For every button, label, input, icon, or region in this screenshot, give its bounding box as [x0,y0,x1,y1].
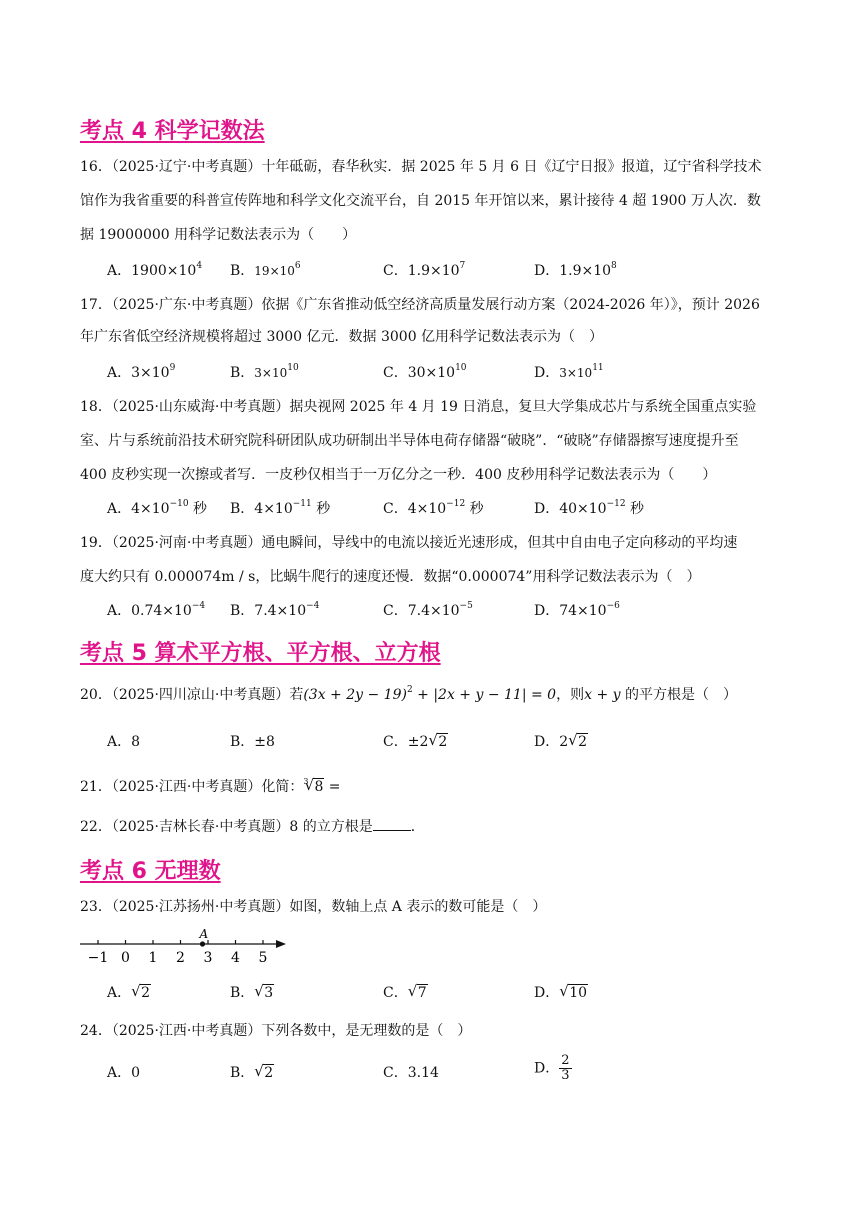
option-base: 3×10 [559,366,593,380]
q18-option-b[interactable] [230,500,330,518]
option-exponent: −12 [606,499,626,509]
q21-text: 21．（2025·江西·中考真题）化简： [80,779,304,795]
q17-line-2: 年广东省低空经济规模将超过 3000 亿元．数据 3000 亿用科学记数法表示为（ ） [80,329,604,345]
answer-blank[interactable] [373,818,411,831]
q20-option-c[interactable] [383,733,448,751]
option-label: C． [383,603,408,619]
q22-stem [80,818,425,836]
option-label: D． [534,1060,560,1077]
option-exponent: 10 [287,363,299,373]
option-exponent: −5 [459,601,473,611]
q20-option-b[interactable] [230,733,275,751]
option-base: 4×10 [407,501,447,517]
point-a-label: A [199,928,209,941]
option-label: A． [107,365,132,381]
option-label: A． [107,985,132,1001]
section-heading-5: 考点 5 算术平方根、平方根、立方根 [80,641,441,666]
q16-line-1: 16．（2025·辽宁·中考真题）十年砥砺，春华秋实．据 2025 年 5 月 6 日《辽宁日报》报道，辽宁省科学技术 [80,159,762,175]
option-value: 8 [131,734,141,750]
q20-var: x + y [584,687,621,703]
q16-option-d[interactable] [534,262,617,280]
q22-tail: ． [410,819,425,835]
sqrt-symbol [254,1064,274,1082]
number-line-tick-label: 1 [148,950,158,966]
option-base: 30×10 [407,365,456,381]
option-exponent: 8 [611,261,617,271]
option-label: B． [230,734,255,750]
option-base: 3×10 [254,366,288,380]
number-line-tick-label: 5 [258,950,268,966]
option-label: C． [383,365,408,381]
option-exponent: 11 [592,363,604,373]
q17-option-b[interactable] [230,364,299,382]
number-line-tick-label: 0 [121,950,130,966]
option-label: B． [230,263,255,279]
option-unit: 秒 [465,501,484,517]
q23-option-b[interactable] [230,984,274,1002]
option-base: 7.4×10 [254,603,307,619]
option-base: 1.9×10 [407,263,460,279]
q19-line-2: 度大约只有 0.000074m / s，比蜗牛爬行的速度还慢．数据“0.000074”用科学记数法表示为（ ） [80,569,701,585]
root-index: 3 [303,777,309,786]
fraction-denominator: 3 [561,1068,570,1083]
option-label: A． [107,734,132,750]
q16-option-c[interactable] [383,262,465,280]
radicand: 3 [264,985,274,1001]
option-exponent: 10 [455,363,467,373]
option-exponent: 7 [459,261,466,271]
radicand: 8 [314,779,324,795]
q20-mid: ，则 [556,687,585,703]
option-exponent: 9 [169,363,176,373]
radicand: 2 [264,1065,274,1081]
q23-option-d[interactable] [534,984,588,1002]
q16-line-2: 馆作为我省重要的科普宣传阵地和科学文化交流平台，自 2015 年开馆以来，累计接待 4 超 1900 万人次．数 [80,193,761,209]
q18-line-2: 室、片与系统前沿技术研究院科研团队成功研制出半导体电荷存储器“破晓”．“破晓”存储器擦写速度提升至 [80,433,739,449]
option-value: ±8 [254,734,275,750]
q16-option-b[interactable] [230,262,301,280]
option-label: B． [230,365,255,381]
q17-option-a[interactable] [107,364,175,382]
option-base: 0.74×10 [131,603,192,619]
q24-option-b[interactable] [230,1064,274,1082]
q19-option-a[interactable] [107,602,205,620]
option-label: A． [107,1065,132,1081]
option-base: 3×10 [131,365,170,381]
radicand: 10 [569,985,588,1001]
q23-stem: 23．（2025·江苏扬州·中考真题）如图，数轴上点 A 表示的数可能是（ ） [80,899,547,915]
sqrt-symbol [408,984,428,1002]
option-coefficient: 2 [559,734,569,750]
q18-option-a[interactable] [107,500,207,518]
option-label: B． [230,985,255,1001]
sqrt-symbol [254,984,274,1002]
option-label: A． [107,263,132,279]
radicand: 2 [578,734,588,750]
option-base: 40×10 [559,501,607,517]
number-line-tick-label: 2 [176,950,185,966]
option-coefficient: ±2 [407,734,429,750]
option-unit: 秒 [625,501,645,517]
option-base: 19×10 [254,264,295,278]
option-label: D． [534,603,560,619]
q20-stem [80,686,737,704]
q19-option-b[interactable] [230,602,319,620]
option-base: 1900×10 [131,263,197,279]
option-base: 4×10 [131,501,170,517]
option-label: D． [534,263,560,279]
number-line-tick-label: −1 [87,950,109,966]
option-label: B． [230,501,255,517]
section-heading-6: 考点 6 无理数 [80,859,221,884]
option-exponent: 6 [294,261,301,271]
sqrt-symbol [559,984,588,1002]
sqrt-symbol [568,733,588,751]
option-unit: 秒 [188,501,208,517]
q24-stem: 24．（2025·江西·中考真题）下列各数中，是无理数的是（ ） [80,1023,472,1039]
option-label: C． [383,263,408,279]
option-exponent: −12 [446,499,466,509]
q20-exponent: 2 [406,685,413,695]
option-label: C． [383,501,408,517]
q20-expr-paren: (3x + 2y − 19) [303,687,407,703]
q18-option-d[interactable] [534,500,644,518]
option-label: D． [534,985,560,1001]
q19-option-c[interactable] [383,602,473,620]
q20-option-d[interactable] [534,733,588,751]
q24-option-d[interactable] [534,1054,572,1083]
q24-option-c[interactable] [383,1064,439,1082]
q21-tail: = [324,779,341,795]
number-line-tick-label: 4 [231,950,240,966]
option-exponent: −11 [292,499,312,509]
option-value: 0 [131,1065,141,1081]
option-base: 7.4×10 [407,603,460,619]
option-exponent: −6 [606,601,620,611]
option-exponent: −4 [306,601,320,611]
number-line-tick-label: 3 [203,950,213,966]
fraction-numerator: 2 [561,1053,570,1068]
q18-line-1: 18．（2025·山东威海·中考真题）据央视网 2025 年 4 月 19 日消息，复旦大学集成芯片与系统全国重点实验 [80,399,757,415]
sqrt-symbol [428,733,448,751]
option-label: A． [107,501,132,517]
q16-line-3: 据 19000000 用科学记数法表示为（ ） [80,227,357,243]
q20-option-a[interactable] [107,733,140,751]
q19-option-d[interactable] [534,602,620,620]
radicand: 2 [141,985,151,1001]
q24-option-a[interactable] [107,1064,140,1082]
option-base: 4×10 [254,501,293,517]
radicand: 2 [438,734,448,750]
q17-line-1: 17．（2025·广东·中考真题）依据《广东省推动低空经济高质量发展行动方案（2024-2026 年）》，预计 2026 [80,297,760,313]
option-label: A． [107,603,132,619]
option-label: B． [230,1065,255,1081]
option-base: 74×10 [559,603,607,619]
number-line-arrow [276,940,286,948]
cube-root-symbol [304,778,324,796]
q18-option-c[interactable] [383,500,484,518]
q21-stem [80,778,341,796]
fraction [559,1054,571,1083]
option-label: B． [230,603,255,619]
radicand: 7 [417,985,427,1001]
option-base: 1.9×10 [559,263,612,279]
sqrt-symbol [131,984,151,1002]
q16-option-a[interactable] [107,262,202,280]
q23-option-a[interactable] [107,984,151,1002]
q18-line-3: 400 皮秒实现一次擦或者写．一皮秒仅相当于一万亿分之一秒．400 皮秒用科学记数法表示为（ ） [80,467,717,483]
q17-option-d[interactable] [534,364,604,382]
point-a-dot [200,941,205,946]
option-label: C． [383,985,408,1001]
option-label: D． [534,501,560,517]
option-label: D． [534,365,560,381]
q20-prefix: 20．（2025·四川凉山·中考真题）若 [80,687,304,703]
number-line-figure [80,928,300,968]
q23-option-c[interactable] [383,984,428,1002]
option-exponent: 4 [196,261,203,271]
q20-expr-abs: + |2x + y − 11| = 0 [412,687,557,703]
option-unit: 秒 [311,501,331,517]
option-label: C． [383,1065,408,1081]
option-label: D． [534,734,560,750]
q19-line-1: 19．（2025·河南·中考真题）通电瞬间，导线中的电流以接近光速形成，但其中自由电子定向移动的平均速 [80,535,738,551]
option-exponent: −10 [169,499,189,509]
option-exponent: −4 [191,601,206,611]
q17-option-c[interactable] [383,364,467,382]
q22-text: 22．（2025·吉林长春·中考真题）8 的立方根是 [80,819,373,835]
section-heading-4: 考点 4 科学记数法 [80,119,265,144]
option-value: 3.14 [407,1065,439,1081]
option-label: C． [383,734,408,750]
q20-suffix: 的平方根是（ ） [620,687,737,703]
